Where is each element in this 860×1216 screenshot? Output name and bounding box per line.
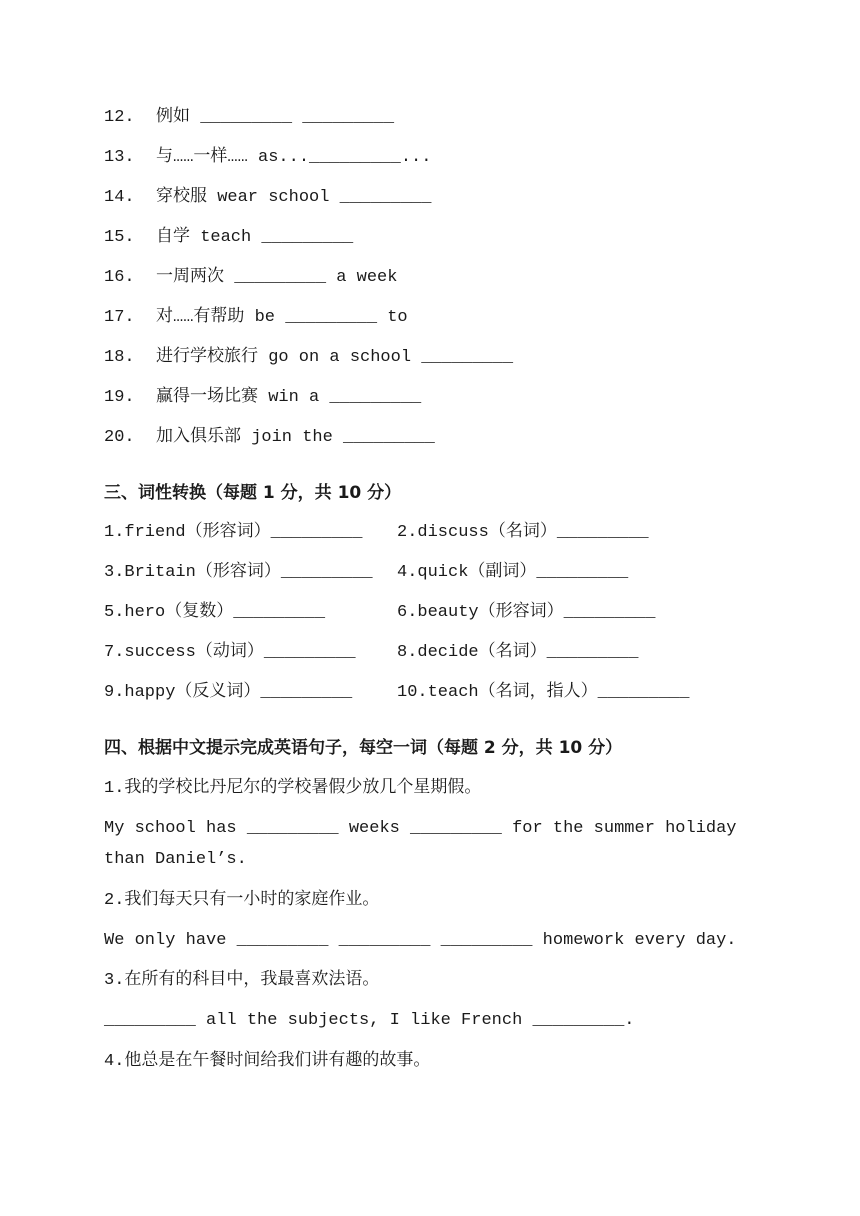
answer-line: My school has _________ weeks _________ for the summer holiday [104, 819, 737, 838]
section-heading: 四、根据中文提示完成英语句子，每空一词（每题 2 分，共 10 分） [104, 738, 623, 758]
list-item [104, 267, 397, 289]
list-item [104, 307, 408, 329]
list-item [104, 187, 431, 209]
list-item [104, 227, 353, 249]
item-text: 例如 _________ _________ [156, 108, 395, 127]
exercise-item: 2.discuss（名词）_________ [397, 523, 649, 542]
item-text: 赢得一场比赛 win a _________ [156, 388, 422, 407]
answer-line: _________ all the subjects, I like French _________. [104, 1011, 635, 1030]
item-number: 19. [104, 388, 135, 407]
exercise-item: 5.hero（复数）_________ [104, 603, 326, 622]
list-item [104, 347, 513, 369]
item-text: 加入俱乐部 join the _________ [156, 428, 435, 447]
exercise-item: 9.happy（反义词）_________ [104, 683, 353, 702]
item-number: 20. [104, 428, 135, 447]
exercise-item: 7.success（动词）_________ [104, 643, 356, 662]
question-prompt: 4.他总是在午餐时间给我们讲有趣的故事。 [104, 1052, 431, 1071]
item-number: 12. [104, 108, 135, 127]
exercise-item: 4.quick（副词）_________ [397, 563, 629, 582]
item-text: 与……一样…… as..._________... [156, 148, 432, 167]
item-number: 15. [104, 228, 135, 247]
exercise-item: 10.teach（名词，指人）_________ [397, 683, 690, 702]
question-prompt: 3.在所有的科目中，我最喜欢法语。 [104, 971, 380, 990]
list-item [104, 387, 421, 409]
item-text: 穿校服 wear school _________ [156, 188, 432, 207]
item-number: 13. [104, 148, 135, 167]
section-heading: 三、词性转换（每题 1 分，共 10 分） [104, 483, 402, 503]
list-item [104, 147, 431, 169]
exercise-item: 6.beauty（形容词）_________ [397, 603, 656, 622]
exercise-item: 1.friend（形容词）_________ [104, 523, 363, 542]
item-number: 18. [104, 348, 135, 367]
item-text: 一周两次 _________ a week [156, 268, 398, 287]
list-item [104, 427, 435, 449]
item-number: 17. [104, 308, 135, 327]
answer-line: We only have _________ _________ _________ homework every day. [104, 931, 737, 950]
exercise-item: 3.Britain（形容词）_________ [104, 563, 373, 582]
exercise-item: 8.decide（名词）_________ [397, 643, 639, 662]
list-item [104, 107, 394, 129]
item-text: 自学 teach _________ [156, 228, 354, 247]
item-text: 进行学校旅行 go on a school _________ [156, 348, 514, 367]
item-text: 对……有帮助 be _________ to [156, 308, 408, 327]
item-number: 16. [104, 268, 135, 287]
answer-line: than Daniel’s. [104, 850, 247, 869]
question-prompt: 2.我们每天只有一小时的家庭作业。 [104, 891, 380, 910]
question-prompt: 1.我的学校比丹尼尔的学校暑假少放几个星期假。 [104, 779, 482, 798]
item-number: 14. [104, 188, 135, 207]
